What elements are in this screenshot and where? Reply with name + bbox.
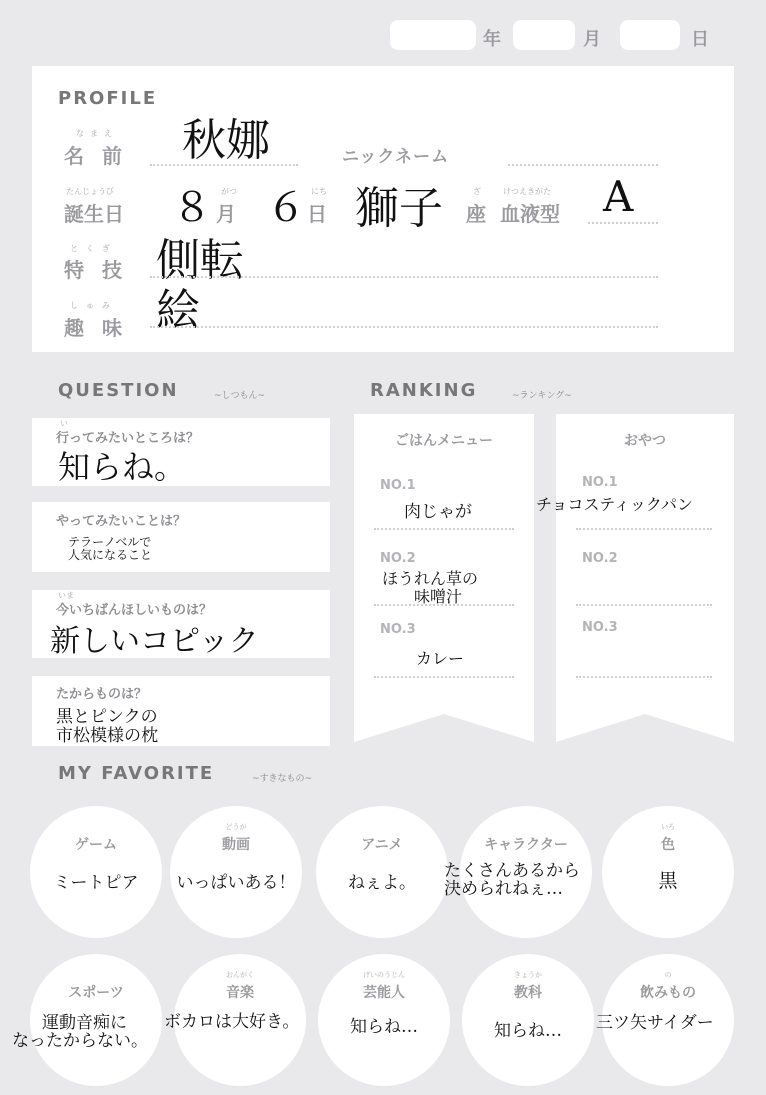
question-2-answer-line1: テラーノベルで: [68, 535, 152, 549]
snack-value-1: チョコスティックパン: [536, 495, 693, 514]
year-field[interactable]: [390, 20, 476, 50]
favorite-anime-label: アニメ: [361, 837, 403, 853]
favorite-subject-ruby: きょうか: [514, 971, 542, 979]
favorite-celebrity-value: 知らね…: [350, 1017, 418, 1037]
favorite-music-value: ボカロは大好き。: [164, 1012, 300, 1032]
hobby-line: [150, 326, 658, 328]
blood-label: 血液型: [500, 202, 560, 226]
nickname-label: ニックネーム: [342, 147, 450, 167]
question-4-answer-line1: 黒とピンクの: [56, 707, 158, 727]
snack-ranking-header: おやつ: [624, 433, 666, 449]
snack-rank-2: NO.2: [582, 551, 618, 566]
nickname-line: [508, 164, 658, 166]
nichi-ruby: にち: [311, 187, 327, 196]
favorite-game-label: ゲーム: [75, 837, 117, 853]
birth-day-label: 日: [307, 202, 327, 226]
hobby-label: 趣味: [64, 316, 140, 340]
za-ruby: ざ: [473, 187, 481, 196]
favorite-subject: [462, 954, 594, 1086]
hobby-value: 絵: [156, 285, 200, 336]
skill-value: 側転: [156, 235, 244, 286]
favorite-color-value: 黒: [658, 870, 678, 892]
food-rank-1: NO.1: [380, 478, 416, 493]
year-label: 年: [483, 29, 501, 50]
ranking-subtitle: ~ランキング~: [512, 391, 572, 401]
birthday-label: 誕生日: [64, 202, 124, 226]
skill-ruby: とくぎ: [70, 244, 118, 253]
favorite-drink-label: 飲みもの: [640, 985, 696, 1001]
profile-title: PROFILE: [58, 88, 158, 109]
birth-day-value: ６: [266, 185, 306, 231]
favorite-game-value: ミートピア: [53, 873, 139, 893]
name-value: 秋娜: [182, 115, 270, 166]
food-value-3: カレー: [416, 649, 465, 668]
name-label: 名前: [64, 144, 140, 168]
favorite-sports-value-line2: なったからない。: [12, 1031, 148, 1051]
blood-value: A: [603, 172, 634, 221]
snack-rank-3: NO.3: [582, 620, 618, 635]
birth-month-label: 月: [216, 202, 236, 226]
zodiac-label: 座: [466, 202, 486, 226]
food-value-1: 肉じゃが: [404, 502, 472, 522]
ranking-title: RANKING: [370, 380, 478, 401]
blood-ruby: けつえきがた: [503, 187, 551, 196]
question-title: QUESTION: [58, 380, 179, 401]
day-label: 日: [691, 29, 709, 50]
favorite-music-label: 音楽: [226, 985, 254, 1001]
food-rank-3: NO.3: [380, 622, 416, 637]
question-4-answer-line2: 市松模様の枕: [56, 726, 158, 746]
snack-line-2: [576, 604, 712, 606]
snack-line-3: [576, 676, 712, 678]
snack-rank-1: NO.1: [582, 475, 618, 490]
blood-line: [588, 222, 658, 224]
favorite-celebrity-ruby: げいのうじん: [363, 971, 405, 979]
favorite-subject-label: 教科: [514, 985, 542, 1001]
question-1-label: 行ってみたいところは？: [56, 431, 200, 446]
favorite-anime: [316, 806, 448, 938]
favorite-sports-value-line1: 運動音痴に: [42, 1013, 127, 1033]
birth-month-value: ８: [172, 185, 212, 231]
snack-ranking-card: [556, 414, 734, 744]
favorite-celebrity: [318, 954, 450, 1086]
birthday-ruby: たんじょうび: [66, 187, 114, 196]
question-1-answer: 知らね。: [58, 448, 187, 486]
food-line-1: [374, 528, 514, 530]
favorite-color-label: 色: [661, 837, 675, 853]
favorite-character-value-line2: 決められねぇ…: [444, 879, 563, 899]
favorite-title: MY FAVORITE: [58, 763, 215, 784]
favorite-video-value: いっぱいある！: [176, 873, 296, 893]
gatsu-ruby: がつ: [221, 187, 237, 196]
food-ranking-header: ごはんメニュー: [395, 433, 493, 449]
favorite-video-label: 動画: [222, 837, 250, 853]
question-2-answer-line2: 人気になること: [68, 548, 153, 562]
favorite-celebrity-label: 芸能人: [363, 985, 405, 1001]
favorite-video: [170, 806, 302, 938]
question-4-label: たからものは？: [56, 687, 148, 702]
favorite-game: [30, 806, 162, 938]
favorite-sports-label: スポーツ: [68, 985, 124, 1001]
skill-line: [150, 276, 658, 278]
question-3-label: 今いちばんほしいものは？: [56, 603, 213, 618]
question-1-ruby: い: [60, 419, 68, 428]
favorite-color-ruby: いろ: [661, 823, 675, 831]
question-subtitle: ~しつもん~: [214, 391, 266, 401]
question-3-ruby: いま: [58, 591, 74, 600]
favorite-character-value-line1: たくさんあるから: [444, 861, 580, 881]
month-label: 月: [583, 29, 601, 50]
favorite-video-ruby: どうが: [225, 823, 247, 831]
hobby-ruby: しゅみ: [70, 301, 118, 310]
food-rank-2: NO.2: [380, 551, 416, 566]
month-field[interactable]: [513, 20, 575, 50]
food-value-2-line1: ほうれん草の: [382, 569, 479, 588]
food-line-2: [374, 604, 514, 606]
favorite-drink-value: 三ツ矢サイダー: [596, 1013, 714, 1033]
favorite-music-ruby: おんがく: [226, 971, 254, 979]
day-field[interactable]: [620, 20, 680, 50]
food-value-2-line2: 味噌汁: [414, 587, 463, 606]
food-line-3: [374, 676, 514, 678]
zodiac-value: 獅子: [355, 183, 443, 234]
question-3-answer: 新しいコピック: [50, 624, 259, 659]
favorite-subject-value: 知らね…: [494, 1021, 562, 1041]
favorite-subtitle: ~すきなもの~: [252, 774, 313, 784]
question-2-label: やってみたいことは？: [56, 514, 187, 529]
name-line: [150, 164, 298, 166]
favorite-character-label: キャラクター: [484, 837, 568, 853]
skill-label: 特技: [64, 258, 140, 282]
favorite-drink-ruby: の: [664, 971, 672, 979]
favorite-color: [602, 806, 734, 938]
snack-line-1: [576, 528, 712, 530]
name-ruby: なまえ: [76, 129, 118, 138]
favorite-anime-value: ねぇよ。: [348, 873, 416, 893]
